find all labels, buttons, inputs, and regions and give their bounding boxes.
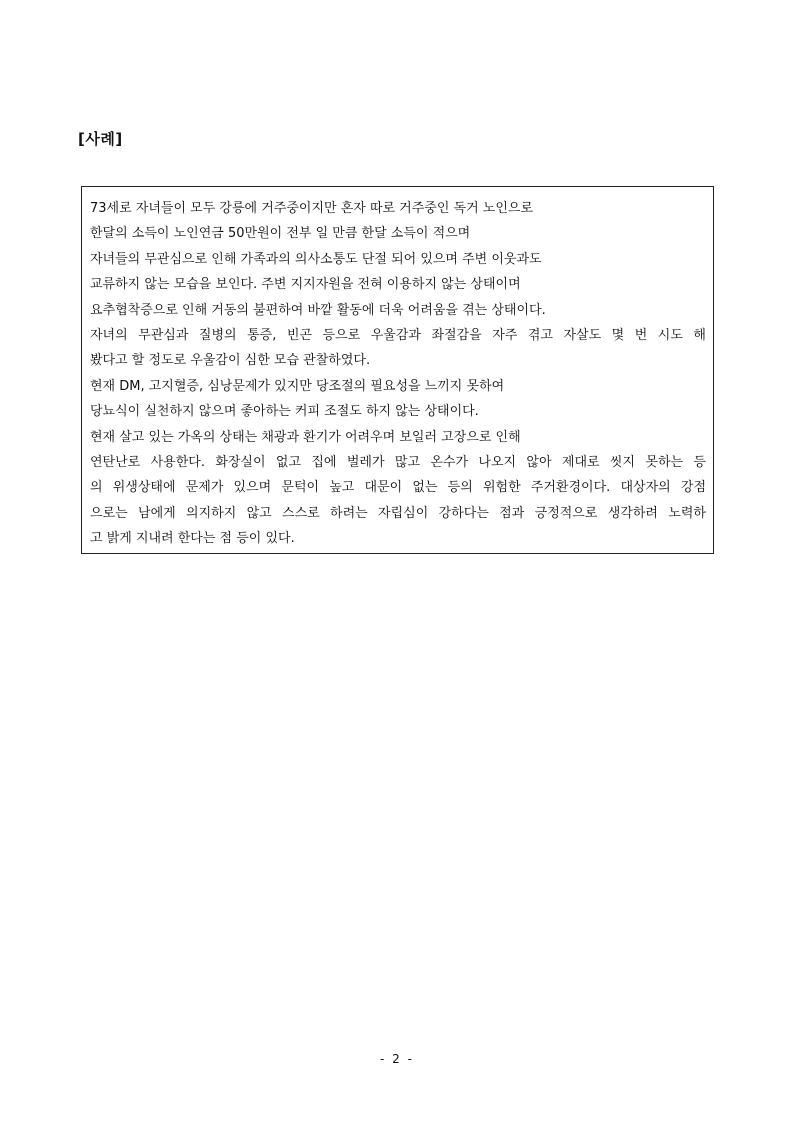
case-line: 으로는 남에게 의지하지 않고 스스로 하려는 자립심이 강하다는 점과 긍정적으로 생각하려 노력하 [90, 505, 706, 521]
case-line: 73세로 자녀들이 모두 강릉에 거주중이지만 혼자 따로 거주중인 독거 노인으로 [90, 201, 534, 216]
case-line: 현재 살고 있는 가옥의 상태는 채광과 환기가 어려우며 보일러 고장으로 인해 [90, 429, 521, 445]
case-line: 한달의 소득이 노인연금 50만원이 전부 일 만큼 한달 소득이 적으며 [90, 226, 471, 242]
page-number: - 2 - [380, 1052, 414, 1066]
case-line: 현재 DM, 고지혈증, 심낭문제가 있지만 당조절의 필요성을 느끼지 못하여 [90, 378, 505, 394]
case-line: 의 위생상태에 문제가 있으며 문턱이 높고 대문이 없는 등의 위험한 주거환경이다. 대상자의 강점 [90, 480, 706, 496]
case-line: 자녀의 무관심과 질병의 통증, 빈곤 등으로 우울감과 좌절감을 자주 겪고 자살도 몇 번 시도 해 [90, 327, 706, 343]
section-heading: [사례] [78, 130, 123, 148]
case-line: 연탄난로 사용한다. 화장실이 없고 집에 벌레가 많고 온수가 나오지 않아 제대로 씻지 못하는 등 [90, 454, 706, 470]
case-line: 자녀들의 무관심으로 인해 가족과의 의사소통도 단절 되어 있으며 주변 이웃과도 [90, 251, 542, 267]
case-line: 요추협착증으로 인해 거동의 불편하여 바깥 활동에 더욱 어려움을 겪는 상태이다. [90, 302, 546, 318]
case-line: 교류하지 않는 모습을 보인다. 주변 지지자원을 전혀 이용하지 않는 상태이며 [90, 277, 521, 293]
case-line: 당뇨식이 실천하지 않으며 좋아하는 커피 조절도 하지 않는 상태이다. [90, 404, 479, 420]
case-line: 고 밝게 지내려 한다는 점 등이 있다. [90, 531, 295, 547]
case-line: 봤다고 할 정도로 우울감이 심한 모습 관찰하였다. [90, 353, 371, 369]
case-description-box [81, 186, 714, 554]
